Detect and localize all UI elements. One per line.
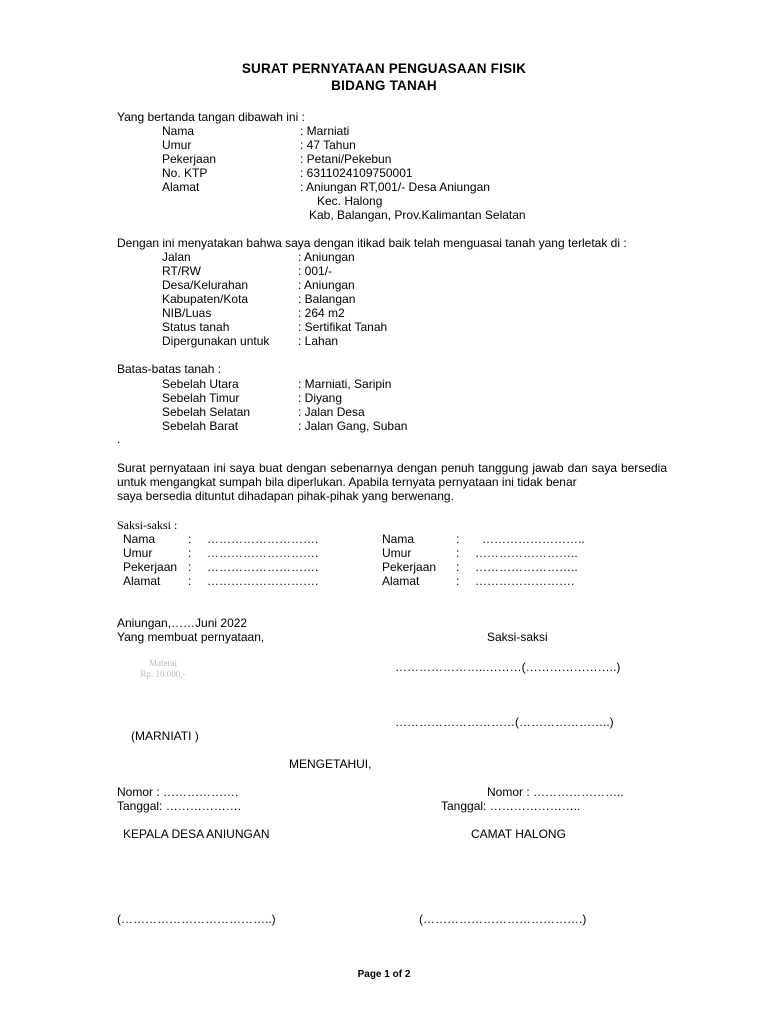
land-label: Kabupaten/Kota (162, 292, 249, 306)
maker-label: Yang membuat pernyataan, (117, 630, 265, 644)
witness-right-label: Nama (382, 532, 415, 546)
address-line-3: Kab, Balangan, Prov.Kalimantan Selatan (309, 208, 526, 222)
border-value: : Jalan Gang, Suban (298, 419, 408, 433)
border-label: Sebelah Selatan (162, 405, 251, 419)
tanggal-right: Tanggal: ………………….. (441, 799, 581, 813)
border-label: Sebelah Barat (162, 419, 239, 433)
border-value: : Diyang (298, 391, 343, 405)
village-head-signature-line: (………………………………..) (117, 912, 276, 926)
witness-signature-line: …………………..………(…………………..) (395, 660, 621, 674)
witness-right-colon: : (456, 560, 460, 574)
tanggal-left: Tanggal: ………………. (117, 799, 242, 813)
witness-left-dots: ………………………. (207, 546, 319, 560)
witness-signature-line: …………………………(…………………..) (395, 715, 614, 729)
witness-right-label: Umur (382, 546, 412, 560)
witness-left-label: Pekerjaan (123, 560, 178, 574)
witness-right-colon: : (456, 546, 460, 560)
land-label: Desa/Kelurahan (162, 278, 249, 292)
witness-title: Saksi-saksi : (117, 518, 178, 532)
place-date: Aniungan,……Juni 2022 (117, 616, 248, 630)
witness-left-colon: : (188, 546, 192, 560)
person-label: Pekerjaan (162, 152, 217, 166)
witness-left-dots: ………………………. (207, 574, 319, 588)
witness-left-label: Nama (123, 532, 156, 546)
subdistrict-head-signature-line: (………………………………….) (419, 912, 587, 926)
stray-dot: . (117, 432, 121, 446)
materai-label: Materai (149, 658, 177, 668)
witness-right-label: Pekerjaan (382, 560, 437, 574)
land-label: Dipergunakan untuk (162, 334, 270, 348)
person-value: : 6311024109750001 (300, 166, 413, 180)
border-label: Sebelah Timur (162, 391, 240, 405)
land-value: : Lahan (298, 334, 339, 348)
land-value: : Balangan (298, 292, 356, 306)
border-label: Sebelah Utara (162, 377, 239, 391)
witnesses-signature-label: Saksi-saksi (487, 630, 548, 644)
materai-amount: Rp. 10.000,- (140, 669, 186, 679)
witness-right-colon: : (456, 532, 460, 546)
person-value: : Petani/Pekebun (300, 152, 392, 166)
nomor-left: Nomor : ………………. (117, 785, 239, 799)
land-label: NIB/Luas (162, 306, 212, 320)
witness-right-label: Alamat (382, 574, 420, 588)
witness-left-dots: ………………………. (207, 532, 319, 546)
nomor-right: Nomor : ………………….. (487, 785, 624, 799)
witness-left-dots: ………………………. (207, 560, 319, 574)
subdistrict-head-title: CAMAT HALONG (471, 827, 566, 841)
witness-right-dots: ……………………. (475, 574, 575, 588)
witness-left-label: Umur (123, 546, 153, 560)
land-value: : 264 m2 (298, 306, 345, 320)
person-value: : Aniungan RT,001/- Desa Aniungan (300, 180, 490, 194)
border-value: : Marniati, Saripin (298, 377, 392, 391)
declaration-last: saya bersedia dituntut dihadapan pihak-pihak yang berwenang. (117, 489, 454, 503)
person-label: Alamat (162, 180, 200, 194)
land-value: : Aniungan (298, 250, 355, 264)
land-value: : 001/- (298, 264, 333, 278)
statement-text: Dengan ini menyatakan bahwa saya dengan itikad baik telah menguasai tanah yang terletak di : (117, 236, 627, 250)
acknowledgement-heading: MENGETAHUI, (289, 757, 372, 771)
witness-right-colon: : (456, 574, 460, 588)
borders-title: Batas-batas tanah : (117, 362, 222, 376)
land-label: Status tanah (162, 320, 230, 334)
witness-left-colon: : (188, 532, 192, 546)
person-value: : Marniati (300, 124, 350, 138)
document-title: SURAT PERNYATAAN PENGUASAAN FISIK (241, 61, 527, 76)
witness-right-dots: …………………….. (475, 546, 578, 560)
witness-right-dots: …………………….. (475, 560, 578, 574)
intro-text: Yang bertanda tangan dibawah ini : (117, 110, 305, 124)
witness-left-label: Alamat (123, 574, 161, 588)
person-value: : 47 Tahun (300, 138, 356, 152)
witness-right-dots: …………………….. (472, 532, 585, 546)
declaration-paragraph (117, 461, 667, 503)
address-line-2: Kec. Halong (317, 194, 383, 208)
person-label: Nama (162, 124, 195, 138)
materai-stamp (128, 658, 198, 680)
witness-left-colon: : (188, 560, 192, 574)
person-label: Umur (162, 138, 192, 152)
land-value: : Aniungan (298, 278, 355, 292)
document-subtitle: BIDANG TANAH (331, 78, 437, 93)
person-label: No. KTP (162, 166, 208, 180)
declaration-main: Surat pernyataan ini saya buat dengan sebenarnya dengan penuh tanggung jawab dan saya bersedia untuk mengangkat sumpah bila diperlukan. Apabila ternyata pernyataan ini tidak benar (117, 461, 667, 489)
land-label: Jalan (162, 250, 191, 264)
village-head-title: KEPALA DESA ANIUNGAN (123, 827, 270, 841)
land-label: RT/RW (162, 264, 201, 278)
maker-name: (MARNIATI ) (131, 729, 199, 743)
border-value: : Jalan Desa (298, 405, 365, 419)
page-number: Page 1 of 2 (357, 969, 411, 980)
witness-left-colon: : (188, 574, 192, 588)
land-value: : Sertifikat Tanah (298, 320, 388, 334)
